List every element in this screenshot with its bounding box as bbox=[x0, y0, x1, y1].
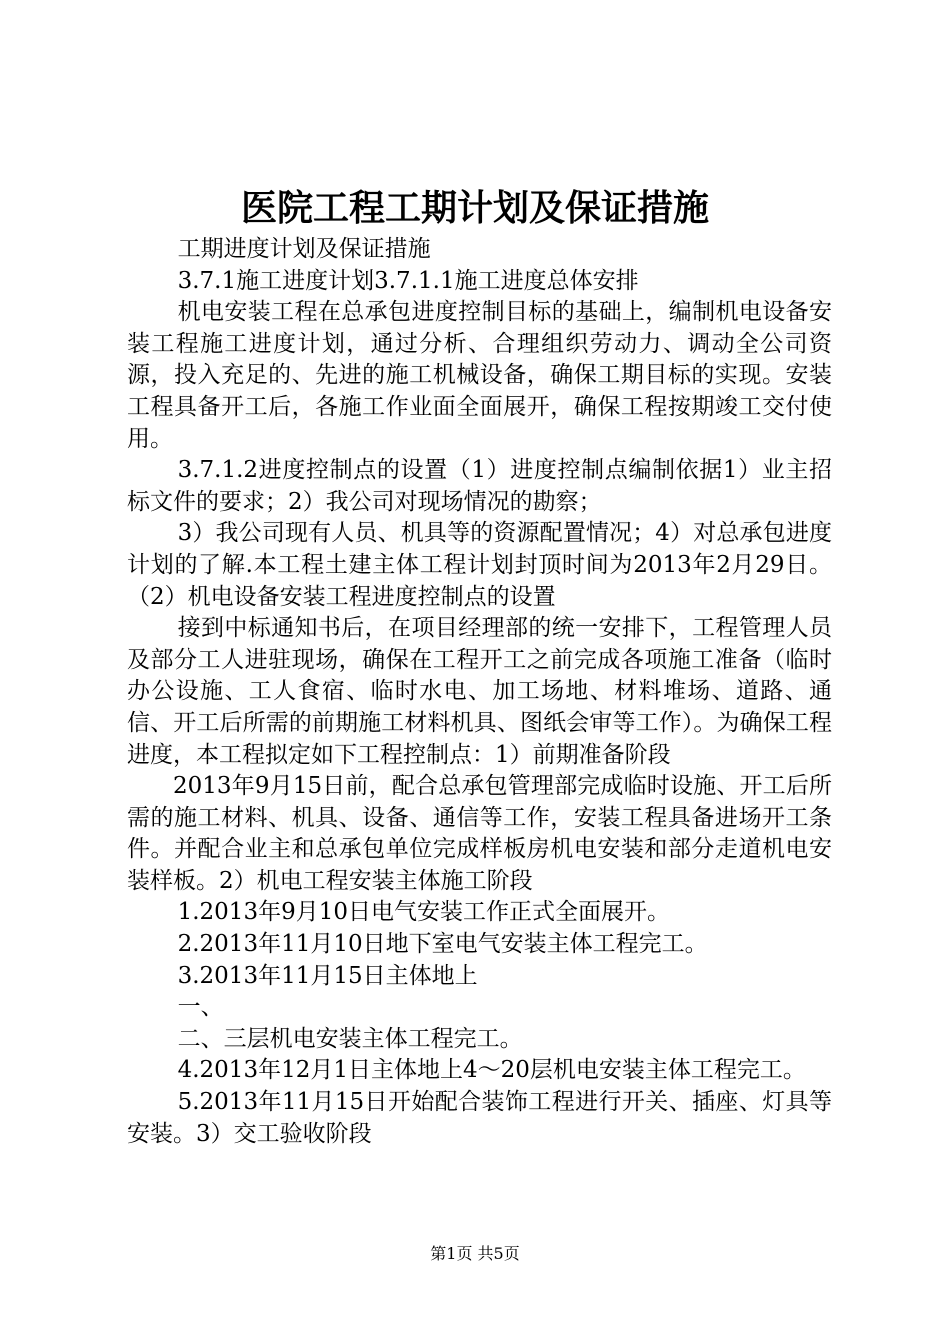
paragraph-preparation: 接到中标通知书后，在项目经理部的统一安排下，工程管理人员及部分工人进驻现场，确保在工程开工之前完成各项施工准备（临时办公设施、工人食宿、临时水电、加工场地、材料堆场、道路、通信、开工后所需的前期施工材料机具、图纸会审等工作）。为确保工程进度，本工程拟定如下工程控制点：1）前期准备阶段 bbox=[127, 615, 832, 768]
list-item: 4.2013年12月1日主体地上4～20层机电安装主体工程完工。 bbox=[177, 1057, 806, 1084]
paragraph-resources: 3）我公司现有人员、机具等的资源配置情况；4）对总承包进度计划的了解.本工程土建主体工程计划封顶时间为2013年2月29日。（2）机电设备安装工程进度控制点的设置 bbox=[127, 520, 832, 610]
document-title: 医院工程工期计划及保证措施 bbox=[240, 187, 709, 229]
list-item: 2.2013年11月10日地下室电气安装主体工程完工。 bbox=[177, 931, 708, 958]
document-body bbox=[127, 234, 832, 1150]
list-item: 3.2013年11月15日主体地上 bbox=[177, 962, 478, 989]
paragraph-section-number: 3.7.1施工进度计划3.7.1.1施工进度总体安排 bbox=[177, 267, 639, 294]
paragraph-early-stage: 2013年9月15日前，配合总承包管理部完成临时设施、开工后所需的施工材料、机具、设备、通信等工作，安装工程具备进场开工条件。并配合业主和总承包单位完成样板房机电安装和部分走道机电安装样板。2）机电工程安装主体施工阶段 bbox=[127, 773, 832, 894]
paragraph-control-points: 3.7.1.2进度控制点的设置（1）进度控制点编制依据1）业主招标文件的要求；2）我公司对现场情况的勘察； bbox=[127, 457, 832, 515]
page-footer: 第1页 共5页 bbox=[430, 1244, 520, 1263]
list-item: 一、 bbox=[177, 994, 224, 1021]
list-item: 5.2013年11月15日开始配合装饰工程进行开关、插座、灯具等安装。3）交工验收阶段 bbox=[127, 1089, 832, 1147]
paragraph-heading: 工期进度计划及保证措施 bbox=[177, 236, 431, 262]
list-item: 二、三层机电安装主体工程完工。 bbox=[177, 1025, 523, 1052]
list-item: 1.2013年9月10日电气安装工作正式全面展开。 bbox=[177, 899, 670, 926]
paragraph-overview: 机电安装工程在总承包进度控制目标的基础上，编制机电设备安装工程施工进度计划，通过分析、合理组织劳动力、调动全公司资源，投入充足的、先进的施工机械设备，确保工期目标的实现。安装工程具备开工后，各施工作业面全面展开，确保工程按期竣工交付使用。 bbox=[127, 299, 832, 452]
